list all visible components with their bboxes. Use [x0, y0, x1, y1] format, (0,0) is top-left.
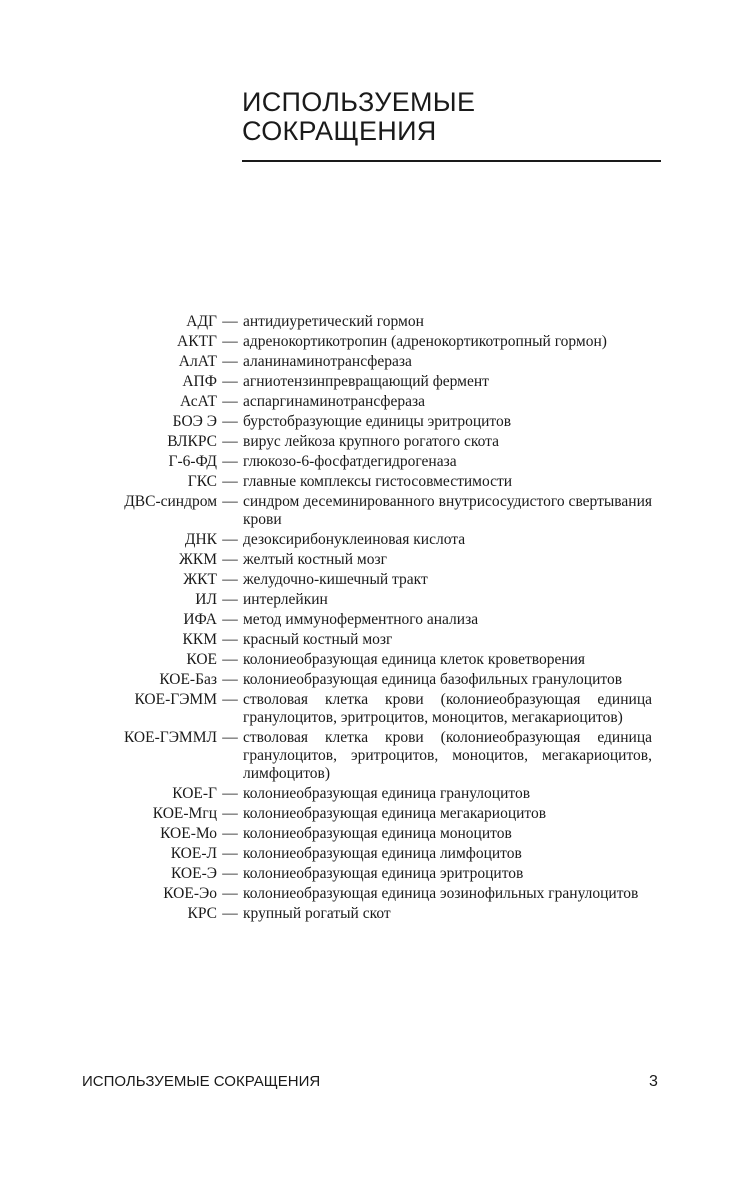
abbreviation-term: ИФА [183, 611, 217, 628]
abbreviation-definition: главные комплексы гистосовместимости [243, 473, 513, 490]
abbreviation-definition: колониеобразующая единица эозинофильных гранулоцитов [243, 885, 639, 902]
abbreviation-definition: глюкозо-6-фосфатдегидрогеназа [243, 453, 457, 470]
abbreviation-term: КОЕ-Г [172, 785, 217, 802]
abbreviation-entry [0, 825, 756, 843]
abbreviation-definition: адренокортикотропин (адренокортикотропный гормон) [243, 333, 607, 350]
abbreviation-term: КОЕ-Мгц [152, 805, 217, 822]
abbreviation-term: КОЕ-Э [170, 865, 217, 882]
title-underline [242, 160, 661, 162]
em-dash: — [222, 805, 238, 822]
abbreviation-entry [0, 611, 756, 629]
abbreviation-term: ДВС-синдром [124, 493, 217, 510]
page-number: 3 [649, 1073, 658, 1090]
abbreviation-definition: синдром десеминированного внутрисосудистого свертывания крови [243, 493, 652, 528]
abbreviation-definition: стволовая клетка крови (колониеобразующая единица гранулоцитов, эритроцитов, моноцитов, мегакариоцитов) [243, 691, 652, 726]
page-title [242, 88, 475, 146]
abbreviation-entry [0, 651, 756, 669]
abbreviation-entry [0, 413, 756, 431]
abbreviation-entry [0, 691, 756, 727]
abbreviation-term: КОЕ-Л [170, 845, 217, 862]
abbreviation-entry [0, 845, 756, 863]
abbreviation-entry [0, 885, 756, 903]
abbreviation-definition: агниотензинпревращающий фермент [243, 373, 489, 390]
abbreviation-entry [0, 453, 756, 471]
em-dash: — [222, 611, 238, 628]
abbreviation-definition: красный костный мозг [243, 631, 393, 648]
abbreviation-entry [0, 591, 756, 609]
abbreviation-definition: интерлейкин [243, 591, 328, 608]
em-dash: — [222, 671, 238, 688]
abbreviation-term: Г-6-ФД [168, 453, 217, 470]
abbreviation-entry [0, 493, 756, 529]
abbreviation-entry [0, 865, 756, 883]
em-dash: — [222, 473, 238, 490]
abbreviation-entry [0, 551, 756, 569]
em-dash: — [222, 433, 238, 450]
em-dash: — [222, 551, 238, 568]
em-dash: — [222, 591, 238, 608]
em-dash: — [222, 313, 238, 330]
abbreviation-entry [0, 531, 756, 549]
em-dash: — [222, 845, 238, 862]
em-dash: — [222, 333, 238, 350]
abbreviation-term: ЖКТ [183, 571, 217, 588]
abbreviation-entry [0, 631, 756, 649]
abbreviation-definition: бурстобразующие единицы эритроцитов [243, 413, 512, 430]
em-dash: — [222, 531, 238, 548]
abbreviation-term: АДГ [186, 313, 217, 330]
abbreviation-entry [0, 905, 756, 923]
abbreviation-list [0, 313, 756, 925]
abbreviation-definition: вирус лейкоза крупного рогатого скота [243, 433, 499, 450]
abbreviation-term: КОЕ [186, 651, 217, 668]
page-title-line-2: СОКРАЩЕНИЯ [242, 116, 437, 146]
page-title-line-1: ИСПОЛЬЗУЕМЫЕ [242, 87, 476, 117]
em-dash: — [222, 905, 238, 922]
abbreviation-entry [0, 571, 756, 589]
abbreviation-term: КОЕ-Эо [163, 885, 217, 902]
abbreviation-term: КОЕ-ГЭММ [134, 691, 217, 708]
em-dash: — [222, 865, 238, 882]
abbreviation-definition: колониеобразующая единица моноцитов [243, 825, 512, 842]
abbreviation-term: ДНК [184, 531, 217, 548]
em-dash: — [222, 393, 238, 410]
abbreviation-term: АКТГ [177, 333, 217, 350]
abbreviation-term: АсАТ [180, 393, 217, 410]
em-dash: — [222, 691, 238, 708]
em-dash: — [222, 353, 238, 370]
abbreviation-term: ВЛКРС [167, 433, 217, 450]
em-dash: — [222, 651, 238, 668]
abbreviation-term: КОЕ-Мо [160, 825, 217, 842]
abbreviation-entry [0, 671, 756, 689]
abbreviation-entry [0, 433, 756, 451]
abbreviation-entry [0, 473, 756, 491]
abbreviation-term: ККМ [182, 631, 217, 648]
running-footer-title: ИСПОЛЬЗУЕМЫЕ СОКРАЩЕНИЯ [82, 1073, 321, 1090]
em-dash: — [222, 373, 238, 390]
abbreviation-entry [0, 785, 756, 803]
em-dash: — [222, 785, 238, 802]
abbreviation-definition: колониеобразующая единица клеток кроветворения [243, 651, 586, 668]
abbreviation-definition: аланинаминотрансфераза [243, 353, 412, 370]
em-dash: — [222, 571, 238, 588]
abbreviation-entry [0, 313, 756, 331]
abbreviation-term: БОЭ Э [172, 413, 217, 430]
abbreviation-term: КОЕ-ГЭММЛ [123, 729, 217, 746]
abbreviation-term: КРС [187, 905, 217, 922]
abbreviation-definition: желтый костный мозг [243, 551, 387, 568]
em-dash: — [222, 413, 238, 430]
abbreviation-entry [0, 393, 756, 411]
abbreviation-term: АПФ [182, 373, 217, 390]
abbreviation-definition: крупный рогатый скот [243, 905, 391, 922]
em-dash: — [222, 729, 238, 746]
abbreviation-term: ЖКМ [178, 551, 217, 568]
abbreviation-term: АлАТ [178, 353, 217, 370]
abbreviation-definition: колониеобразующая единица гранулоцитов [243, 785, 531, 802]
abbreviation-definition: аспаргинаминотрансфераза [243, 393, 425, 410]
abbreviation-entry [0, 805, 756, 823]
abbreviation-term: КОЕ-Баз [159, 671, 217, 688]
em-dash: — [222, 493, 238, 510]
em-dash: — [222, 825, 238, 842]
em-dash: — [222, 453, 238, 470]
abbreviation-definition: колониеобразующая единица мегакариоцитов [243, 805, 547, 822]
abbreviation-entry [0, 333, 756, 351]
abbreviation-definition: стволовая клетка крови (колониеобразующая единица гранулоцитов, эритроцитов, моноцитов, мегакариоцитов, лимфоцитов) [243, 729, 652, 782]
em-dash: — [222, 631, 238, 648]
abbreviation-term: ГКС [187, 473, 217, 490]
abbreviation-term: ИЛ [195, 591, 217, 608]
abbreviation-entry [0, 729, 756, 783]
em-dash: — [222, 885, 238, 902]
abbreviation-definition: желудочно-кишечный тракт [243, 571, 428, 588]
abbreviation-entry [0, 373, 756, 391]
abbreviation-definition: антидиуретический гормон [243, 313, 424, 330]
abbreviation-entry [0, 353, 756, 371]
abbreviation-definition: метод иммуноферментного анализа [243, 611, 479, 628]
abbreviation-definition: колониеобразующая единица базофильных гранулоцитов [243, 671, 623, 688]
abbreviation-definition: дезоксирибонуклеиновая кислота [243, 531, 466, 548]
abbreviation-definition: колониеобразующая единица лимфоцитов [243, 845, 522, 862]
abbreviation-definition: колониеобразующая единица эритроцитов [243, 865, 524, 882]
